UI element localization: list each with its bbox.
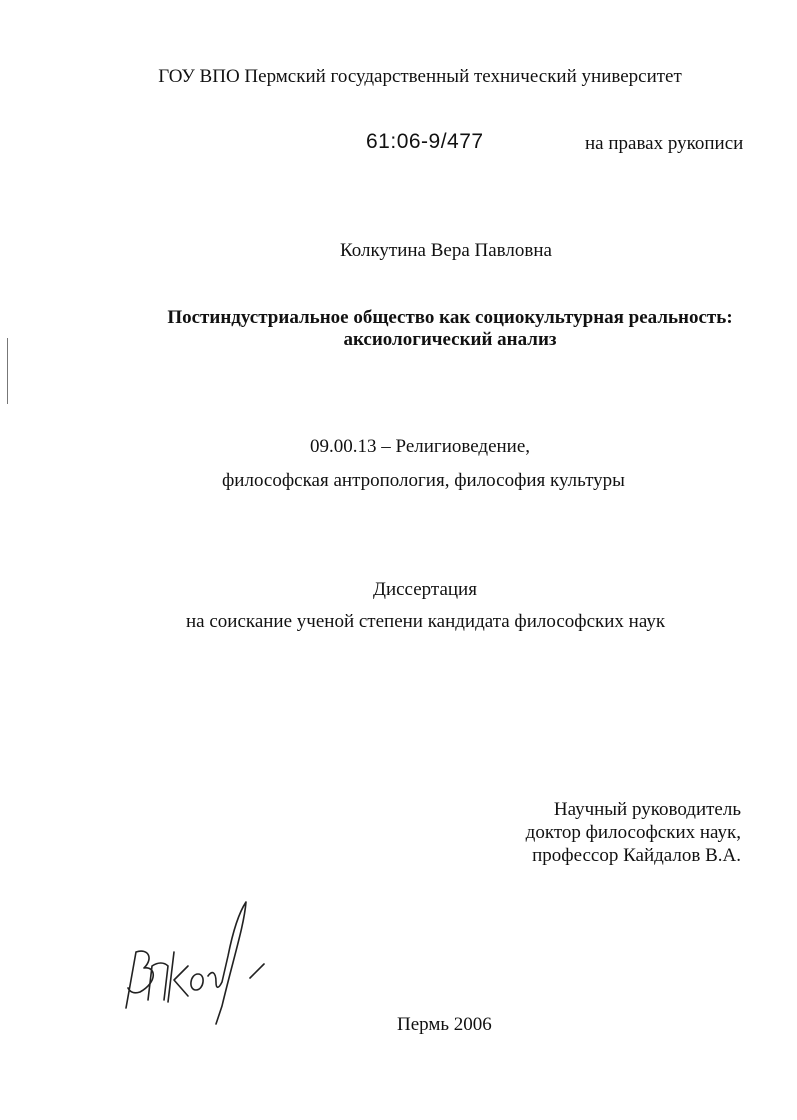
specialty-line-2: философская антропология, философия культуры [222, 470, 625, 491]
supervisor-line-1: Научный руководитель [553, 799, 741, 820]
city-year: Пермь 2006 [397, 1014, 492, 1035]
title-line-1: Постиндустриальное общество как социокультурная реальность: [167, 307, 733, 328]
specialty-line-1: 09.00.13 – Религиоведение, [310, 436, 531, 457]
supervisor-block [526, 798, 741, 867]
dissertation-degree: на соискание ученой степени кандидата философских наук [186, 611, 666, 632]
dissertation-label: Диссертация [373, 579, 477, 600]
supervisor-line-2: доктор философских наук, [525, 822, 741, 843]
dissertation-title [150, 307, 750, 351]
author-name: Колкутина Вера Павловна [340, 240, 552, 261]
catalog-code: 61:06-9/477 [366, 130, 484, 153]
supervisor-line-3: профессор Кайдалов В.А. [532, 845, 741, 866]
margin-mark [7, 338, 8, 404]
rights-note: на правах рукописи [585, 133, 744, 154]
title-line-2: аксиологический анализ [343, 329, 557, 350]
university-name: ГОУ ВПО Пермский государственный технический университет [158, 66, 682, 87]
handwritten-signature [118, 896, 278, 1031]
